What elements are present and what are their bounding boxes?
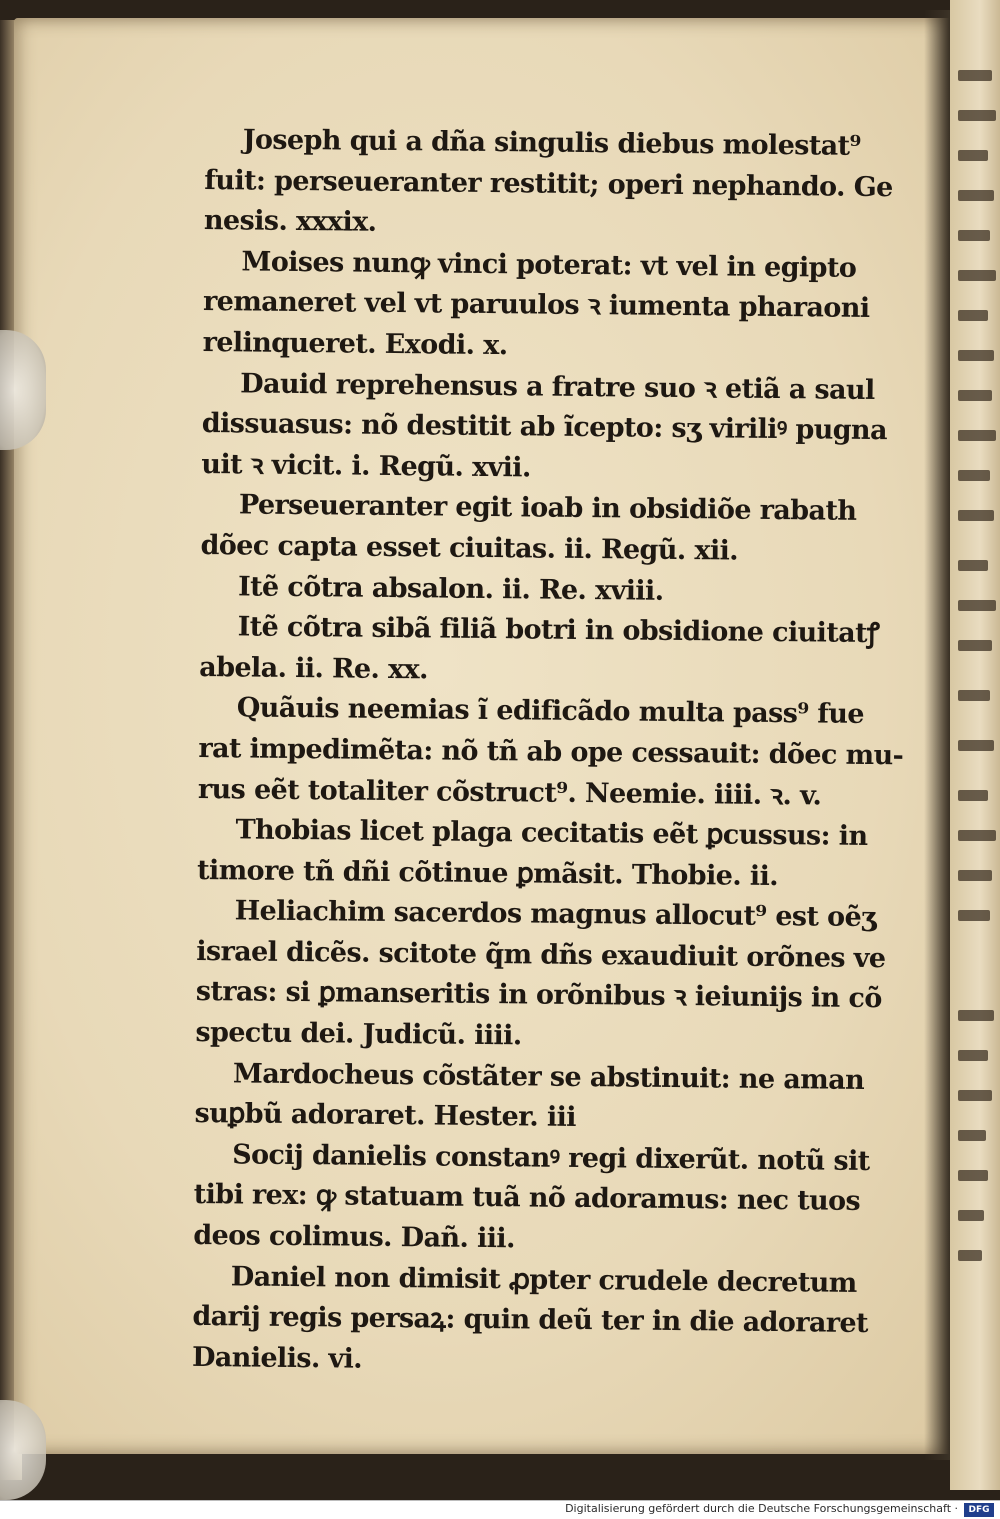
text-line: abela. ii. Re. xx.: [199, 651, 429, 686]
facing-text-fragment: [958, 1210, 984, 1221]
text-line: darij regis persaꝝ: quin deũ ter in die adoraret: [192, 1301, 869, 1340]
text-line: Thobias licet plaga cecitatis eẽt ꝑcussus: in: [235, 814, 868, 853]
facing-text-fragment: [958, 430, 996, 441]
facing-text-fragment: [958, 600, 996, 611]
facing-page-edge: [950, 0, 1000, 1490]
text-line: Danielis. vi.: [191, 1341, 363, 1375]
text-line: rus eẽt totaliter cõstruct⁹. Neemie. iiii. ꝛ. v.: [197, 773, 822, 811]
text-line: Socij danielis constanꝰ regi dixerũt. notũ sit: [232, 1139, 870, 1177]
incunable-text-block: [192, 120, 920, 1386]
text-line: remaneret vel vt paruulos ꝛ iumenta pharaoni: [202, 286, 870, 325]
page-clip-top: [0, 330, 46, 450]
facing-text-fragment: [958, 690, 990, 701]
facing-text-fragment: [958, 790, 988, 801]
text-line: Mardocheus cõstãter se abstinuit: ne aman: [232, 1058, 865, 1096]
facing-text-fragment: [958, 70, 992, 81]
facing-text-fragment: [958, 640, 992, 651]
facing-text-fragment: [958, 270, 996, 281]
text-line: dissuasus: nõ destitit ab ĩcepto: sʒ viriliꝰ pugna: [201, 408, 888, 447]
facing-text-fragment: [958, 110, 996, 121]
text-line: stras: si ꝑmanseritis in orõnibus ꝛ ieiunijs in cõ: [195, 976, 882, 1015]
facing-text-fragment: [958, 870, 992, 881]
facing-text-fragment: [958, 1130, 986, 1141]
text-line: suꝑbũ adoraret. Hester. iii: [194, 1098, 577, 1134]
text-line: Itẽ cõtra absalon. ii. Re. xviii.: [237, 570, 664, 607]
facing-text-fragment: [958, 830, 996, 841]
text-line: Itẽ cõtra sibã filiã botri in obsidione ciuitatꝭ: [237, 611, 880, 650]
dfg-logo: DFG: [964, 1503, 994, 1517]
facing-text-fragment: [958, 1090, 992, 1101]
facing-text-fragment: [958, 510, 994, 521]
footer-credit: Digitalisierung gefördert durch die Deutsche Forschungsgemeinschaft ·: [565, 1502, 958, 1515]
text-line: dõec capta esset ciuitas. ii. Regũ. xii.: [200, 529, 739, 567]
text-line: fuit: perseueranter restitit; operi nephando. Ge: [204, 164, 893, 203]
facing-text-fragment: [958, 560, 988, 571]
facing-text-fragment: [958, 390, 992, 401]
text-line: spectu dei. Judicũ. iiii.: [195, 1017, 522, 1052]
text-line: tibi rex: ꝙ statuam tuã nõ adoramus: nec tuos: [193, 1179, 861, 1218]
text-line: Joseph qui a dña singulis diebus molestat⁹: [242, 124, 861, 162]
text-line: rat impedimẽta: nõ tñ ab ope cessauit: dõec mu-: [198, 732, 904, 772]
text-line: Daniel non dimisit ꝓpter crudele decretum: [230, 1260, 857, 1299]
facing-text-fragment: [958, 190, 994, 201]
text-line: Moises nunꝙ vinci poterat: vt vel in egipto: [241, 246, 857, 284]
text-line: israel dicẽs. scitote q̃m dñs exaudiuit orõnes ve: [196, 935, 886, 975]
text-line: nesis. xxxix.: [203, 205, 377, 238]
facing-text-fragment: [958, 310, 988, 321]
text-line: Heliachim sacerdos magnus allocut⁹ est oẽʒ: [234, 895, 877, 934]
facing-text-fragment: [958, 740, 994, 751]
facing-text-fragment: [958, 350, 994, 361]
text-line: Perseueranter egit ioab in obsidiõe rabath: [238, 489, 857, 528]
digitization-footer: [0, 1500, 1000, 1519]
facing-text-fragment: [958, 230, 990, 241]
facing-text-fragment: [958, 1050, 988, 1061]
text-line: uit ꝛ vicit. i. Regũ. xvii.: [201, 448, 531, 484]
facing-text-fragment: [958, 1170, 988, 1181]
facing-text-fragment: [958, 1250, 982, 1261]
text-line: deos colimus. Dañ. iii.: [193, 1219, 516, 1255]
text-line: relinqueret. Exodi. x.: [202, 326, 508, 362]
text-line: timore tñ dñi cõtinue ꝑmãsit. Thobie. ii.: [196, 854, 779, 892]
facing-text-fragment: [958, 910, 990, 921]
text-line: Quãuis neemias ĩ edificãdo multa pass⁹ fue: [236, 692, 865, 731]
facing-text-fragment: [958, 470, 990, 481]
facing-text-fragment: [958, 150, 988, 161]
text-line: Dauid reprehensus a fratre suo ꝛ etiã a saul: [240, 367, 875, 406]
facing-text-fragment: [958, 1010, 994, 1021]
